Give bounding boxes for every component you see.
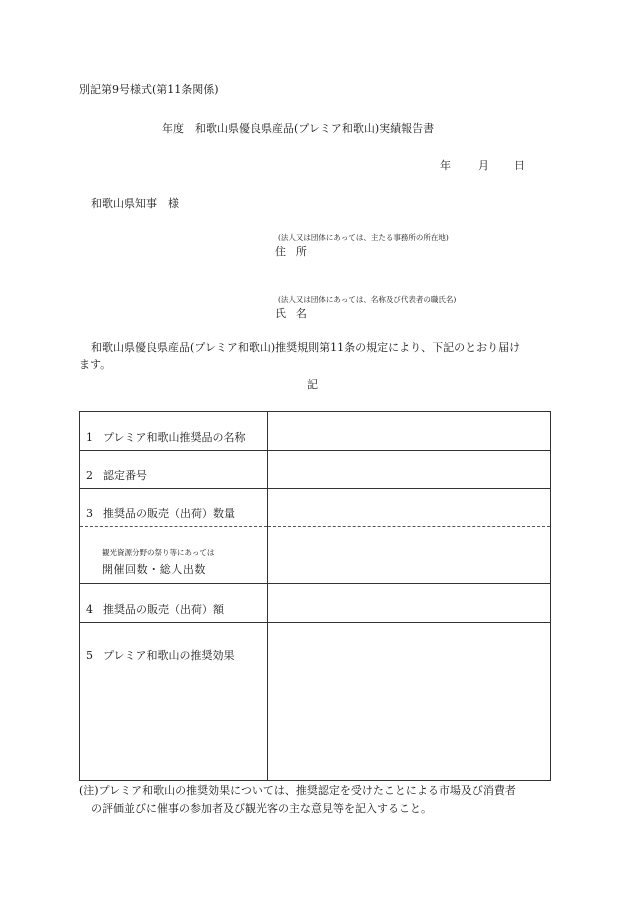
event-count-field[interactable] [268, 527, 551, 584]
row-label: 4 推奨品の販売（出荷）額 [80, 584, 268, 623]
date-day: 日 [514, 159, 525, 172]
row-label: 観光資源分野の祭り等にあっては 開催回数・総人出数 [80, 527, 268, 584]
table-row [80, 623, 551, 781]
ki-heading: 記 [307, 378, 318, 391]
name-note: (法人又は団体にあっては、名称及び代表者の職氏名) [278, 295, 457, 304]
row-label: 5 プレミア和歌山の推奨効果 [80, 623, 268, 781]
table-row [80, 451, 551, 489]
body-line-1: 和歌山県優良県産品(プレミア和歌山)推奨規則第11条の規定により、下記のとおり届け [91, 341, 521, 354]
address-label: 住所 [275, 245, 317, 258]
body-line-2: ます。 [79, 358, 112, 371]
date-year: 年 [440, 159, 451, 172]
table-row [80, 489, 551, 527]
table-row [80, 584, 551, 623]
date-month: 月 [478, 159, 489, 172]
name-label: 氏名 [275, 307, 317, 320]
table-row [80, 412, 551, 451]
page-title: 年度 和歌山県優良県産品(プレミア和歌山)実績報告書 [162, 122, 435, 135]
sales-quantity-field[interactable] [268, 489, 551, 527]
note-line-2: の評価並びに催事の参加者及び観光客の主な意見等を記入すること。 [91, 802, 432, 815]
report-table [79, 411, 551, 781]
row-label: 2 認定番号 [80, 451, 268, 489]
row-label: 1 プレミア和歌山推奨品の名称 [80, 412, 268, 451]
row-label: 3 推奨品の販売（出荷）数量 [80, 489, 268, 527]
product-name-field[interactable] [268, 412, 551, 451]
sales-amount-field[interactable] [268, 584, 551, 623]
address-note: (法人又は団体にあっては、主たる事務所の所在地) [278, 233, 449, 242]
addressee: 和歌山県知事 様 [91, 197, 179, 210]
form-number: 別記第9号様式(第11条関係) [79, 83, 219, 96]
note-line-1: (注)プレミア和歌山の推奨効果については、推奨認定を受けたことによる市場及び消費者 [79, 784, 516, 797]
table-row [80, 527, 551, 584]
recommendation-effect-field[interactable] [268, 623, 551, 781]
certification-number-field[interactable] [268, 451, 551, 489]
